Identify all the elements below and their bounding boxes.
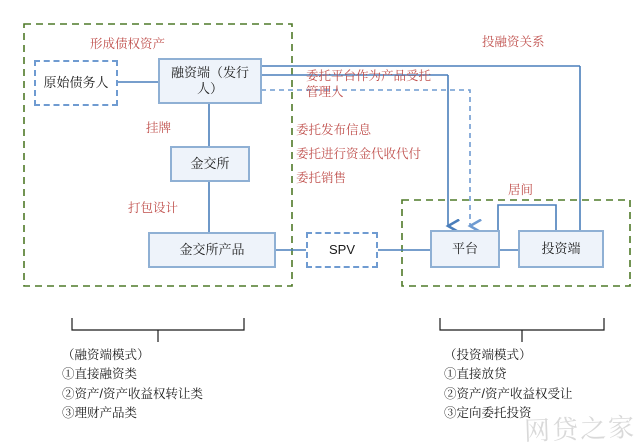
node-platform[interactable]	[430, 230, 500, 268]
node-financing-end[interactable]	[158, 58, 262, 104]
node-original-debtor[interactable]	[34, 60, 118, 106]
watermark: 网贷之家	[523, 413, 637, 446]
edge-label-entrust-collect-pay	[296, 146, 421, 162]
group-investing-mode-title: （投资端模式）	[444, 348, 532, 362]
group-investing-mode-item-2: ②资产/资产收益权受让	[444, 386, 573, 401]
edge-label-package-design	[128, 200, 178, 216]
edge-label-entrust-collect-pay-text: 委托进行资金代收代付	[296, 147, 422, 161]
node-platform-label: 平台	[451, 240, 478, 256]
node-exchange-product[interactable]	[148, 232, 276, 268]
edge-label-entrust-platform-manager	[306, 68, 434, 101]
edge-label-package-design-text: 打包设计	[128, 201, 179, 215]
node-original-debtor-label: 原始债务人	[43, 74, 109, 90]
group-financing-mode-item-1: ①直接融资类	[62, 367, 138, 382]
node-spv-label: SPV	[328, 241, 355, 257]
edge-label-entrust-publish-info-text: 委托发布信息	[296, 123, 372, 137]
edge-label-listing-text: 挂牌	[146, 121, 172, 135]
edge-label-form-credit-asset	[90, 36, 165, 52]
group-investing-mode-item-1: ①直接放贷	[444, 367, 507, 382]
group-financing-mode-title: （融资端模式）	[62, 348, 150, 362]
node-spv[interactable]	[306, 232, 378, 268]
edge-label-entrust-sale	[296, 170, 346, 186]
edge-label-listing	[146, 120, 171, 136]
edge-label-invest-finance-relation-text: 投融资关系	[482, 35, 545, 49]
node-exchange-label: 金交所	[190, 155, 230, 171]
node-exchange-product-label: 金交所产品	[179, 241, 245, 257]
edge-label-form-credit-asset-text: 形成债权资产	[90, 37, 166, 51]
group-financing-mode	[62, 346, 203, 424]
edge-label-entrust-sale-text: 委托销售	[296, 171, 347, 185]
node-investor-end-label: 投资端	[541, 240, 581, 256]
edge-label-entrust-platform-manager-text: 委托平台作为产品受托管理人	[306, 69, 432, 100]
node-investor-end[interactable]	[518, 230, 604, 268]
group-financing-mode-item-3: ③理财产品类	[62, 406, 138, 421]
edge-label-entrust-publish-info	[296, 122, 371, 138]
node-financing-end-label: 融资端（发行人）	[170, 64, 249, 96]
group-investing-mode-item-3: ③定向委托投资	[444, 406, 532, 421]
edge-label-invest-finance-relation	[482, 34, 545, 50]
edge-label-brokerage-text: 居间	[508, 183, 534, 197]
edge-label-brokerage	[508, 182, 533, 198]
node-exchange[interactable]	[170, 146, 250, 182]
group-financing-mode-item-2: ②资产/资产收益权转让类	[62, 386, 203, 401]
